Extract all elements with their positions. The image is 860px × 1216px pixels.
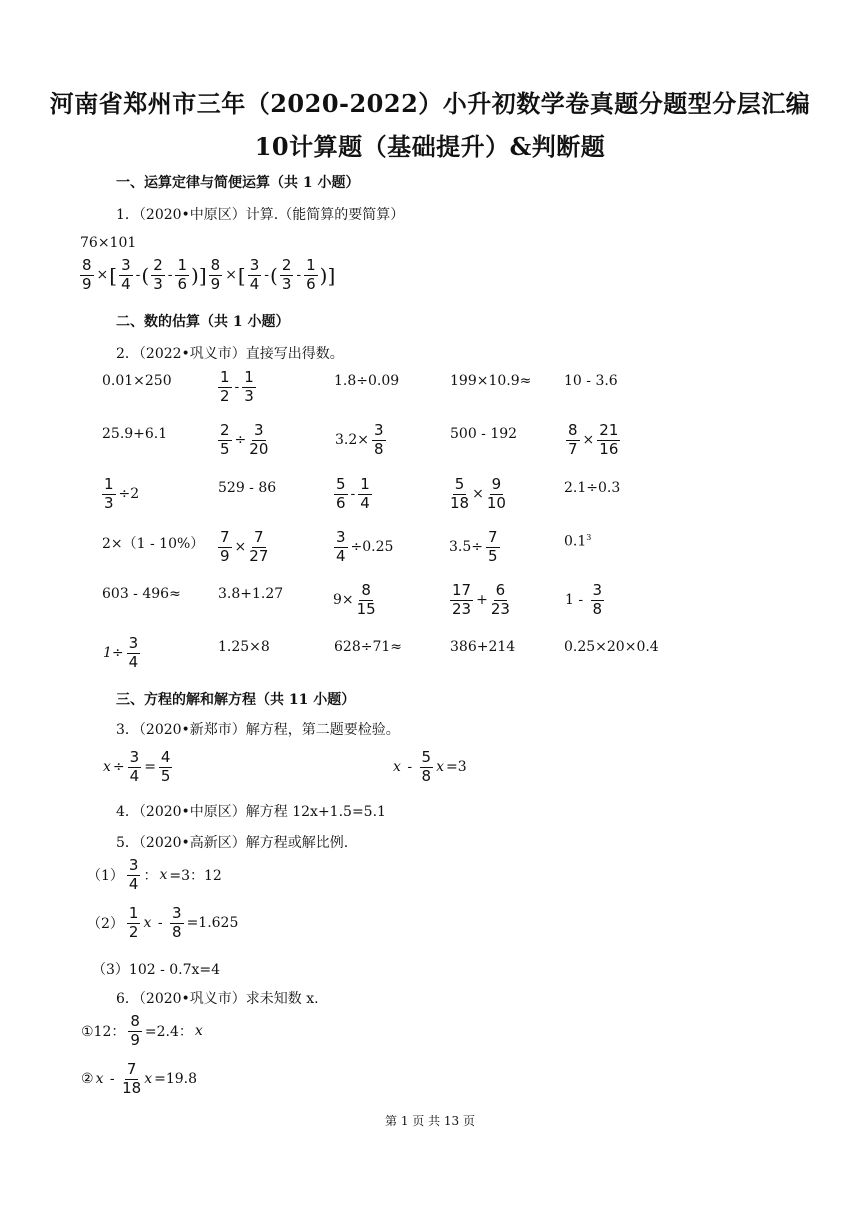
calc-item: $\frac{1}{2}$ - $\frac{1}{3}$ bbox=[220, 368, 254, 405]
fraction: $\frac{7}{27}$ bbox=[249, 528, 269, 565]
fraction: $\frac{1}{6}$ bbox=[177, 256, 188, 293]
fraction: $\frac{1}{6}$ bbox=[306, 256, 316, 293]
fraction: $\frac{1}{4}$ bbox=[360, 475, 370, 512]
section1-heading: 一、运算定律与简便运算（共 1 小题） bbox=[116, 175, 360, 191]
fraction: $\frac{2}{3}$ bbox=[281, 256, 292, 293]
q1-expression-1: 76×101 bbox=[80, 235, 137, 251]
fraction: $\frac{1}{2}$ bbox=[220, 368, 230, 405]
calc-item: 9× $\frac{8}{15}$ bbox=[333, 581, 376, 618]
calc-item: $\frac{8}{7}$ × $\frac{21}{16}$ bbox=[568, 421, 619, 458]
calc-item: 3.5÷ $\frac{7}{5}$ bbox=[449, 528, 498, 565]
fraction: $\frac{3}{8}$ bbox=[374, 421, 384, 458]
calc-item: 628÷71≈ bbox=[334, 639, 402, 655]
fraction: $\frac{3}{8}$ bbox=[592, 581, 603, 618]
document-title-line2: 10计算题（基础提升）&判断题 bbox=[254, 132, 606, 161]
fraction: $\frac{6}{23}$ bbox=[490, 581, 510, 618]
q1-prompt: 1．（2020•中原区）计算.（能简算的要简算） bbox=[116, 207, 405, 223]
fraction: $\frac{9}{10}$ bbox=[486, 475, 506, 512]
q6-item-2: ② x - $\frac{7}{18}$ x =19.8 bbox=[81, 1060, 198, 1097]
fraction: $\frac{5}{6}$ bbox=[336, 475, 346, 512]
calc-item: 1÷ $\frac{3}{4}$ bbox=[103, 634, 139, 671]
fraction: $\frac{4}{5}$ bbox=[160, 748, 171, 785]
fraction: $\frac{7}{18}$ bbox=[122, 1060, 142, 1097]
q5-item-2: （2） $\frac{1}{2}$ x - $\frac{3}{8}$ =1.625 bbox=[87, 904, 239, 941]
fraction: $\frac{7}{5}$ bbox=[488, 528, 498, 565]
fraction: $\frac{3}{4}$ bbox=[249, 256, 260, 293]
calc-item: 386+214 bbox=[450, 639, 516, 655]
fraction: $\frac{3}{4}$ bbox=[128, 856, 139, 893]
fraction: $\frac{21}{16}$ bbox=[599, 421, 619, 458]
q4-prompt: 4．（2020•中原区）解方程 12x+1.5=5.1 bbox=[116, 804, 386, 820]
calc-item: 3.2× $\frac{3}{8}$ bbox=[335, 421, 384, 458]
fraction: $\frac{8}{7}$ bbox=[568, 421, 578, 458]
q1-expression-2: $\frac{8}{9}$ ×[ $\frac{3}{4}$ -( $\frac{2}{3}$ - $\frac{1}{6}$ )] $\frac{8}{9}$ ×[ $\frac{3}{4}$ -( $\frac{2}{3}$ - $\frac{1}{6}$ )] bbox=[82, 256, 336, 293]
q5-item-1: （1） $\frac{3}{4}$ ： x =3：12 bbox=[87, 856, 222, 893]
calc-item: 529 - 86 bbox=[218, 480, 277, 496]
fraction: $\frac{8}{9}$ bbox=[130, 1012, 140, 1049]
calc-item: $\frac{17}{23}$ + $\frac{6}{23}$ bbox=[452, 581, 510, 618]
fraction: $\frac{5}{8}$ bbox=[421, 748, 432, 785]
fraction: $\frac{3}{4}$ bbox=[336, 528, 346, 565]
fraction: $\frac{3}{4}$ bbox=[128, 634, 139, 671]
q3-equation-1: x ÷ $\frac{3}{4}$ = $\frac{4}{5}$ bbox=[103, 748, 171, 785]
fraction: $\frac{3}{8}$ bbox=[172, 904, 182, 941]
fraction: $\frac{3}{4}$ bbox=[121, 256, 131, 293]
calc-item: $\frac{5}{6}$ - $\frac{1}{4}$ bbox=[336, 475, 370, 512]
calc-item: 2.1÷0.3 bbox=[564, 480, 621, 496]
calc-item: 199×10.9≈ bbox=[450, 373, 532, 389]
calc-item: 10 - 3.6 bbox=[564, 373, 618, 389]
fraction: $\frac{8}{9}$ bbox=[82, 256, 92, 293]
q3-equation-2: x - $\frac{5}{8}$ x =3 bbox=[393, 748, 467, 785]
fraction: $\frac{17}{23}$ bbox=[452, 581, 472, 618]
fraction: $\frac{3}{4}$ bbox=[129, 748, 140, 785]
q6-item-1: ①12： $\frac{8}{9}$ =2.4： x bbox=[81, 1012, 203, 1049]
fraction: $\frac{8}{9}$ bbox=[210, 256, 221, 293]
calc-item: 3.8+1.27 bbox=[218, 586, 284, 602]
section3-heading: 三、方程的解和解方程（共 11 小题） bbox=[116, 692, 356, 708]
calc-item: 1 - $\frac{3}{8}$ bbox=[565, 581, 603, 618]
calc-item: 500 - 192 bbox=[450, 426, 518, 442]
calc-item: $\frac{1}{3}$ ÷2 bbox=[104, 475, 140, 512]
fraction: $\frac{7}{9}$ bbox=[220, 528, 230, 565]
calc-item: $\frac{5}{18}$ × $\frac{9}{10}$ bbox=[450, 475, 506, 512]
fraction: $\frac{1}{2}$ bbox=[128, 904, 139, 941]
calc-item: 603 - 496≈ bbox=[102, 586, 181, 602]
calc-item: 0.01×250 bbox=[102, 373, 172, 389]
page-footer: 第 1 页 共 13 页 bbox=[385, 1114, 475, 1128]
fraction: $\frac{2}{3}$ bbox=[153, 256, 163, 293]
fraction: $\frac{1}{3}$ bbox=[244, 368, 254, 405]
fraction: $\frac{1}{3}$ bbox=[104, 475, 114, 512]
calc-item: $0.1^3$ bbox=[564, 533, 592, 550]
calc-item: 0.25×20×0.4 bbox=[564, 639, 659, 655]
fraction: $\frac{5}{18}$ bbox=[450, 475, 470, 512]
calc-item: 25.9+6.1 bbox=[102, 426, 168, 442]
calc-item: 2×（1 - 10%） bbox=[102, 536, 205, 552]
calc-item: 1.25×8 bbox=[218, 639, 270, 655]
section2-heading: 二、数的估算（共 1 小题） bbox=[116, 314, 290, 330]
calc-item: $\frac{2}{5}$ ÷ $\frac{3}{20}$ bbox=[220, 421, 269, 458]
q6-prompt: 6．（2020•巩义市）求未知数 x. bbox=[116, 991, 319, 1007]
calc-item: $\frac{7}{9}$ × $\frac{7}{27}$ bbox=[220, 528, 269, 565]
calc-item: $\frac{3}{4}$ ÷0.25 bbox=[336, 528, 394, 565]
document-title-line1: 河南省郑州市三年（2020-2022）小升初数学卷真题分题型分层汇编 bbox=[49, 89, 811, 118]
calc-item: 1.8÷0.09 bbox=[334, 373, 400, 389]
q3-prompt: 3．（2020•新郑市）解方程，第二题要检验。 bbox=[116, 722, 400, 738]
fraction: $\frac{2}{5}$ bbox=[220, 421, 230, 458]
q5-item-3: （3）102 - 0.7x=4 bbox=[92, 962, 221, 978]
fraction: $\frac{8}{15}$ bbox=[356, 581, 376, 618]
fraction: $\frac{3}{20}$ bbox=[249, 421, 269, 458]
q2-prompt: 2．（2022•巩义市）直接写出得数。 bbox=[116, 346, 344, 362]
q5-prompt: 5．（2020•高新区）解方程或解比例. bbox=[116, 835, 349, 851]
